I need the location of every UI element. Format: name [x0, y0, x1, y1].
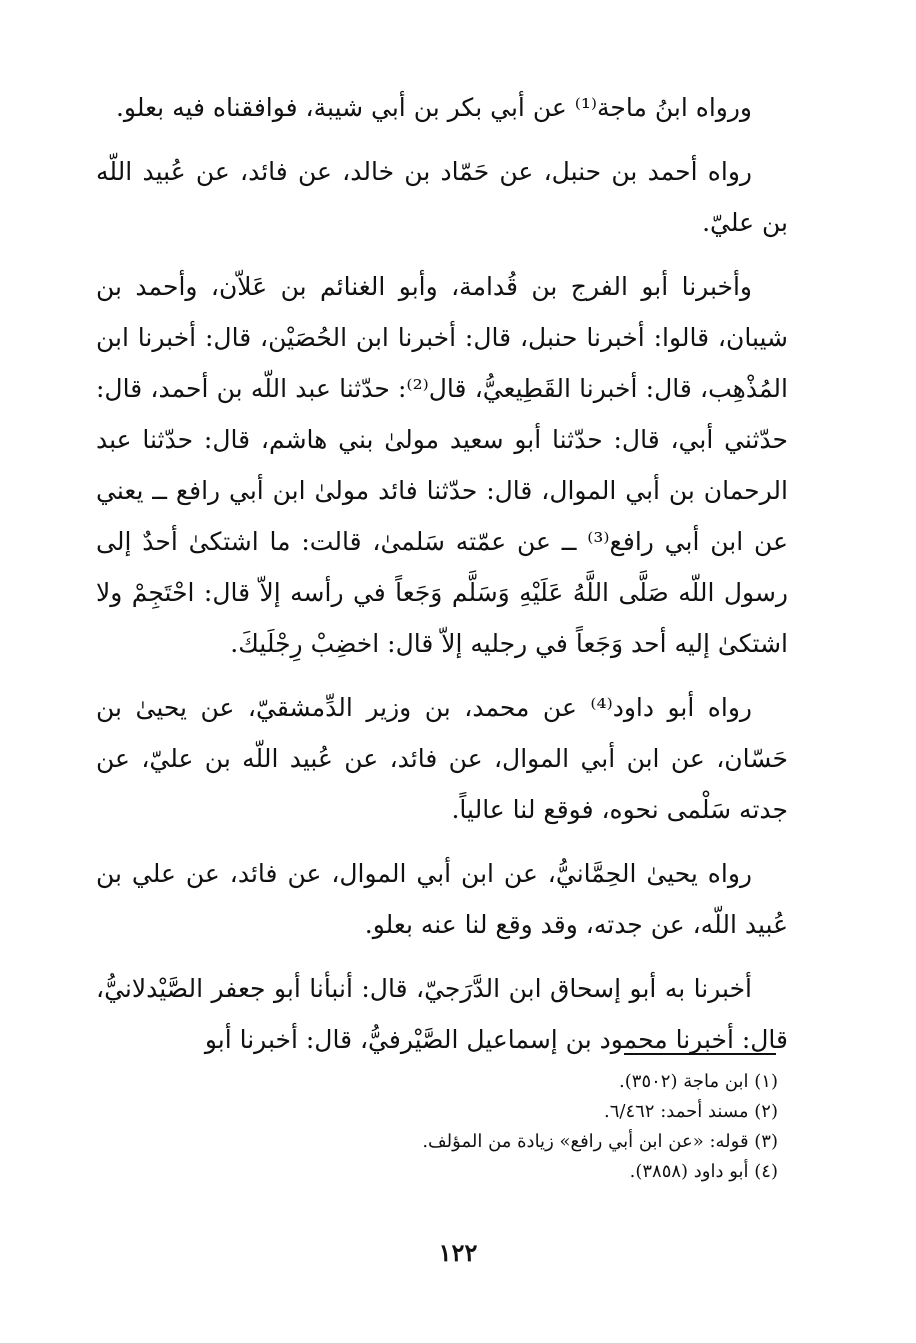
main-text	[96, 82, 788, 1078]
paragraph-himmani: رواه يحيىٰ الحِمَّانيُّ، عن ابن أبي الموال، عن فائد، عن علي بن عُبيد اللّه، عن جدته، وقد وقع لنا عنه بعلو.	[96, 859, 788, 939]
paragraph-abu-dawud: رواه أبو داود⁽⁴⁾ عن محمد، بن وزير الدِّمشقيّ، عن يحيىٰ بن حَسّان، عن ابن أبي الموال، عن فائد، عن عُبيد اللّه بن عليّ، عن جدته سَلْمى نحوه، فوقع لنا عالياً.	[96, 693, 788, 824]
paragraph-ahmad: رواه أحمد بن حنبل، عن حَمّاد بن خالد، عن فائد، عن عُبيد اللّه بن عليّ.	[96, 157, 788, 237]
page-number: ١٢٢	[438, 1238, 478, 1267]
footnote-2: (٢) مسند أحمد: ٦/٤٦٢.	[603, 1101, 778, 1122]
paragraph-darraji: أخبرنا به أبو إسحاق ابن الدَّرَجيّ، قال: أنبأنا أبو جعفر الصَّيْدلانيُّ، قال: أخبرنا محمود بن إسماعيل الصَّيْرفيُّ، قال: أخبرنا أبو	[96, 974, 788, 1054]
footnote-1: (١) ابن ماجة (٣٥٠٢).	[619, 1071, 778, 1092]
paragraph-hadith-chain: وأخبرنا أبو الفرج بن قُدامة، وأبو الغنائم بن عَلاّن، وأحمد بن شيبان، قالوا: أخبرنا حنبل، قال: أخبرنا ابن الحُصَيْن، قال: أخبرنا ابن المُذْهِب، قال: أخبرنا القَطِيعيُّ، قال⁽²⁾: حدّثنا عبد اللّه بن أحمد، قال: حدّثني أبي، قال: حدّثنا أبو سعيد مولىٰ بني هاشم، قال: حدّثنا عبد الرحمان بن أبي الموال، قال: حدّثنا فائد مولىٰ ابن أبي رافع ــ يعني عن ابن أبي رافع⁽³⁾ ــ عن عمّته سَلمىٰ، قالت: ما اشتكىٰ أحدٌ إلى رسول اللّه صَلَّى اللَّهُ عَلَيْهِ وَسَلَّم وَجَعاً في رأسه إلاّ قال: احْتَجِمْ ولا اشتكىٰ إليه أحد وَجَعاً في رجليه إلاّ قال: اخضِبْ رِجْلَيكَ.	[96, 272, 788, 658]
footnote-3: (٣) قوله: «عن ابن أبي رافع» زيادة من المؤلف.	[422, 1131, 778, 1152]
paragraph-ibn-majah: ورواه ابنُ ماجة⁽¹⁾ عن أبي بكر بن أبي شيبة، فوافقناه فيه بعلو.	[115, 93, 752, 122]
footnote-4: (٤) أبو داود (٣٨٥٨).	[629, 1161, 778, 1182]
footnotes	[178, 1067, 778, 1187]
footnote-divider	[624, 1053, 776, 1055]
